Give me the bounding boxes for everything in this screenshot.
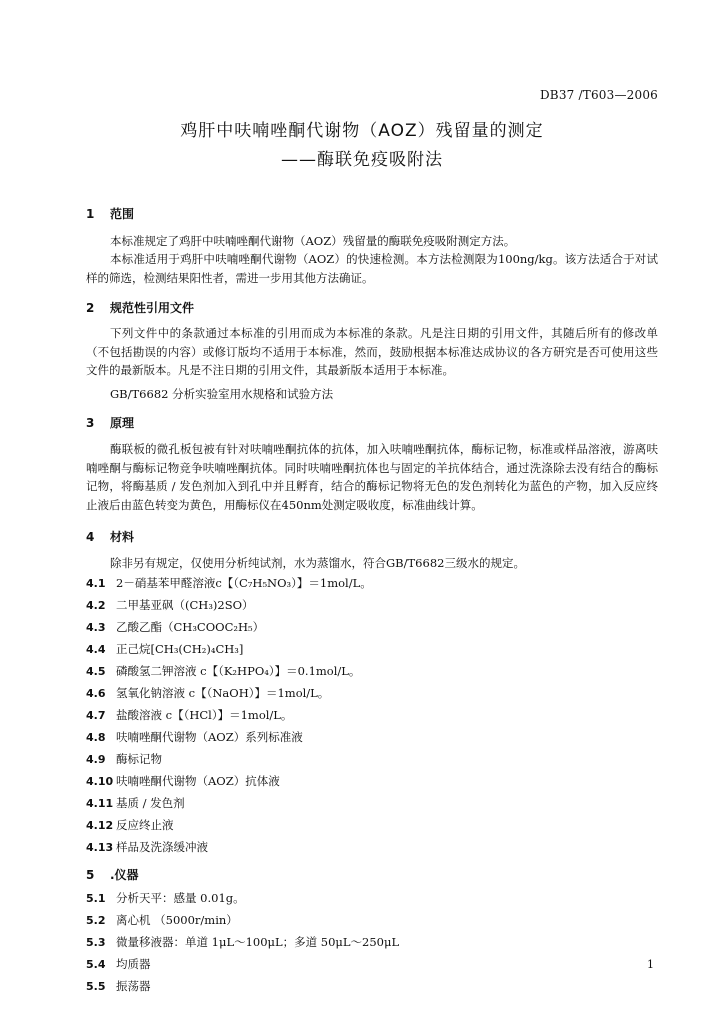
section-heading-materials xyxy=(86,528,134,545)
item-text: 离心机 （5000r/min） xyxy=(116,913,238,927)
list-item xyxy=(86,978,151,994)
item-number: 5.4 xyxy=(86,958,106,971)
item-number: 4.7 xyxy=(86,709,106,722)
item-number: 4.2 xyxy=(86,599,106,612)
section-number: 3 xyxy=(86,416,95,430)
list-item xyxy=(86,707,292,723)
item-text: 氢氧化钠溶液 c【（NaOH）】＝1mol/L。 xyxy=(116,686,330,700)
item-number: 5.1 xyxy=(86,892,106,905)
document-title: 鸡肝中呋喃唑酮代谢物（AOZ）残留量的测定 xyxy=(180,121,544,141)
item-text: 磷酸氢二钾溶液 c【（K₂HPO₄）】＝0.1mol/L。 xyxy=(116,664,361,678)
list-item xyxy=(86,663,360,679)
item-text: 微量移液器：单道 1μL～100μL；多道 50μL～250μL xyxy=(116,935,400,949)
item-text: 呋喃唑酮代谢物（AOZ）抗体液 xyxy=(116,774,280,788)
item-text: 乙酸乙酯（CH₃COOC₂H₅） xyxy=(116,620,265,634)
item-text: 正己烷[CH₃(CH₂)₄CH₃] xyxy=(116,642,244,656)
section-title: 原理 xyxy=(110,416,135,430)
document-subtitle: ——酶联免疫吸附法 xyxy=(281,150,443,170)
list-item xyxy=(86,641,243,657)
item-number: 4.13 xyxy=(86,841,114,854)
item-text: 均质器 xyxy=(116,957,151,971)
item-number: 4.8 xyxy=(86,731,106,744)
paragraph: 除非另有规定，仅使用分析纯试剂，水为蒸馏水，符合GB/T6682三级水的规定。 xyxy=(110,556,525,570)
list-item xyxy=(86,729,303,745)
item-text: 反应终止液 xyxy=(116,818,174,832)
item-text: 样品及洗涤缓冲液 xyxy=(116,840,208,854)
item-number: 5.5 xyxy=(86,980,106,993)
list-item xyxy=(86,839,208,855)
section-number: 2 xyxy=(86,301,95,315)
list-item xyxy=(86,817,174,833)
item-text: 振荡器 xyxy=(116,979,151,993)
item-text: 呋喃唑酮代谢物（AOZ）系列标准液 xyxy=(116,730,303,744)
list-item xyxy=(86,751,162,767)
item-text: 基质 / 发色剂 xyxy=(116,796,185,810)
section-heading-references xyxy=(86,299,194,316)
item-number: 4.6 xyxy=(86,687,106,700)
section-heading-principle xyxy=(86,414,134,431)
item-text: 分析天平：感量 0.01g。 xyxy=(116,891,245,905)
section-title: 材料 xyxy=(110,530,135,544)
list-item xyxy=(86,575,372,591)
item-text: 盐酸溶液 c【（HCl）】＝1mol/L。 xyxy=(116,708,293,722)
section-heading-scope xyxy=(86,205,134,222)
list-item xyxy=(86,890,245,906)
item-text: 2－硝基苯甲醛溶液c【（C₇H₅NO₃）】＝1mol/L。 xyxy=(116,576,372,590)
item-number: 4.4 xyxy=(86,643,106,656)
list-item xyxy=(86,773,280,789)
standard-code: DB37 /T603—2006 xyxy=(539,88,658,102)
item-number: 4.5 xyxy=(86,665,106,678)
item-number: 4.9 xyxy=(86,753,106,766)
list-item xyxy=(86,597,254,613)
paragraph: 本标准适用于鸡肝中呋喃唑酮代谢物（AOZ）的快速检测。本方法检测限为100ng/kg。该方法适合于对试样的筛选，检测结果阳性者，需进一步用其他方法确证。 xyxy=(86,252,658,285)
section-number: 1 xyxy=(86,207,95,221)
list-item xyxy=(86,685,329,701)
item-text: 二甲基亚砜（(CH₃)2SO） xyxy=(116,598,254,612)
section-title: 范围 xyxy=(110,207,135,221)
item-text: 酶标记物 xyxy=(116,752,162,766)
section-heading-instruments xyxy=(86,866,139,883)
section-number: 5 xyxy=(86,868,95,882)
list-item xyxy=(86,619,264,635)
page-number: 1 xyxy=(647,958,654,971)
paragraph: 本标准规定了鸡肝中呋喃唑酮代谢物（AOZ）残留量的酶联免疫吸附测定方法。 xyxy=(110,234,516,248)
item-number: 5.2 xyxy=(86,914,106,927)
paragraph: 下列文件中的条款通过本标准的引用而成为本标准的条款。凡是注日期的引用文件，其随后所有的修改单（不包括勘误的内容）或修订版均不适用于本标准，然而，鼓励根据本标准达成协议的各方研究是否可使用这些文件的最新版本。凡是不注日期的引用文件，其最新版本适用于本标准。 xyxy=(86,326,658,377)
section-title: .仪器 xyxy=(110,868,139,882)
section-number: 4 xyxy=(86,530,95,544)
reference-item: GB/T6682 分析实验室用水规格和试验方法 xyxy=(110,387,334,401)
list-item xyxy=(86,795,185,811)
list-item xyxy=(86,956,151,972)
section-title: 规范性引用文件 xyxy=(110,301,195,315)
list-item xyxy=(86,934,399,950)
item-number: 4.11 xyxy=(86,797,114,810)
item-number: 4.3 xyxy=(86,621,106,634)
item-number: 4.10 xyxy=(86,775,114,788)
list-item xyxy=(86,912,238,928)
item-number: 5.3 xyxy=(86,936,106,949)
paragraph: 酶联板的微孔板包被有针对呋喃唑酮抗体的抗体，加入呋喃唑酮抗体，酶标记物，标准或样品溶液，游离呋喃唑酮与酶标记物竞争呋喃唑酮抗体。同时呋喃唑酮抗体也与固定的羊抗体结合，通过洗涤除去没有结合的酶标记物，将酶基质 / 发色剂加入到孔中并且孵育，结合的酶标记物将无色的发色剂转化为蓝色的产物，加入反应终止液后由蓝色转变为黄色，用酶标仪在450nm处测定吸收度，标准曲线计算。 xyxy=(86,442,658,512)
item-number: 4.12 xyxy=(86,819,114,832)
item-number: 4.1 xyxy=(86,577,106,590)
